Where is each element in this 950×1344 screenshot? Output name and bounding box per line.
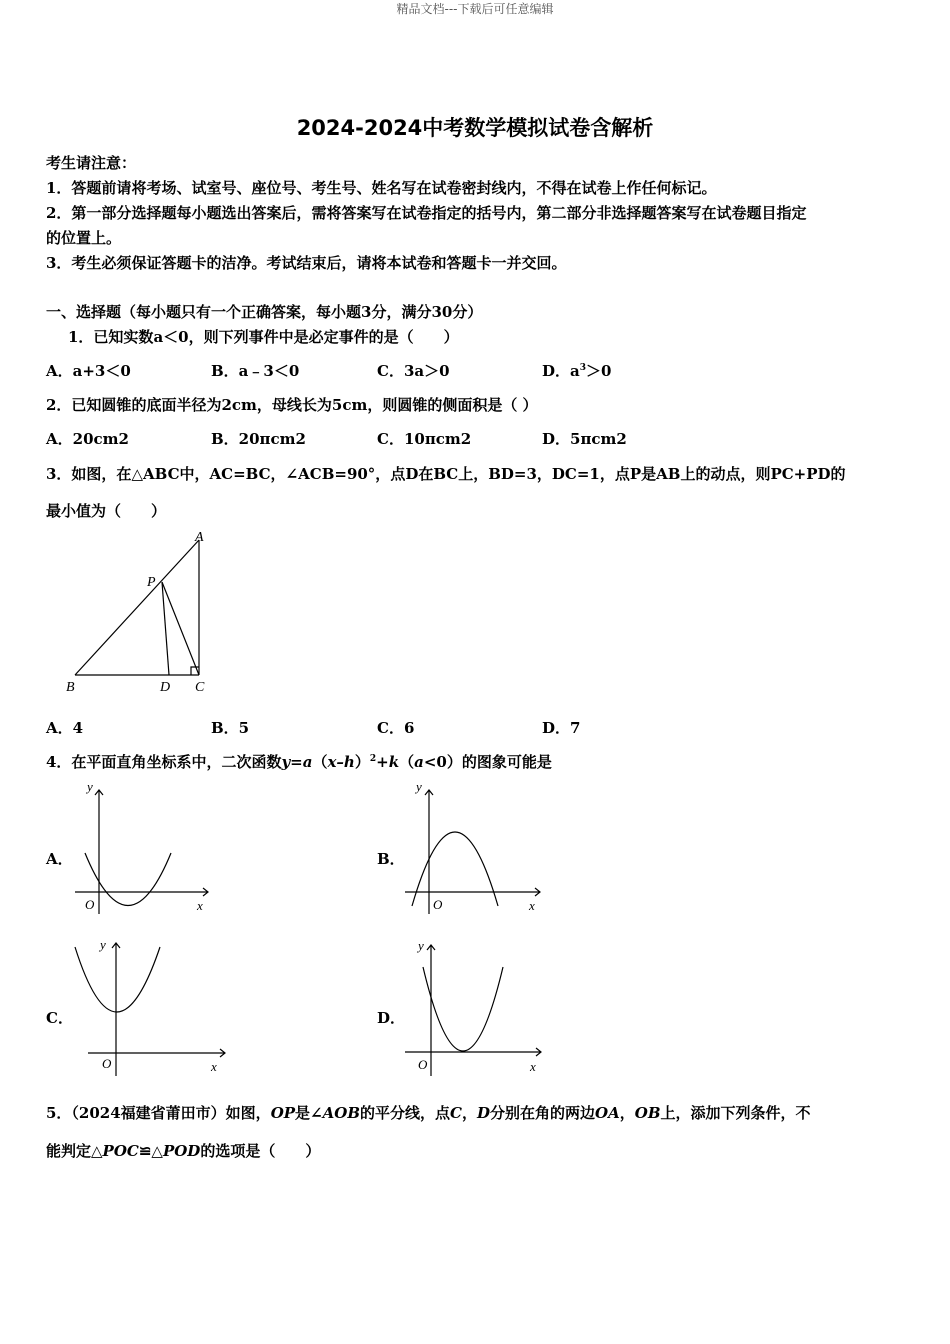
x-axis-label: x (529, 898, 535, 913)
parabola (412, 832, 498, 906)
x-axis-label: x (211, 1059, 217, 1074)
q4-graph-c (70, 935, 230, 1080)
q5-stem (46, 1102, 811, 1123)
origin-label: O (433, 897, 443, 912)
q1-option-c: C．3a＞0 (377, 362, 450, 380)
q5-pod: POD (162, 1142, 201, 1160)
q1-option-d-base: D．a (542, 362, 580, 380)
q5-d: D (477, 1104, 491, 1122)
q4-stem-y: y=a (281, 753, 313, 771)
q3-option-b: B．5 (211, 719, 250, 737)
y-axis-label: y (418, 938, 424, 953)
x-axis-label: x (530, 1059, 536, 1074)
label-a: A (195, 530, 204, 545)
q5-text-6: 能判定△ (46, 1142, 103, 1160)
q5-oa: OA (595, 1104, 620, 1122)
y-axis-label: y (100, 937, 106, 952)
page-title: 2024-2024中考数学模拟试卷含解析 (296, 116, 654, 140)
q5-ob: OB (634, 1104, 661, 1122)
q4-stem-a: a (414, 753, 424, 771)
q1-option-a: A．a+3＜0 (46, 362, 131, 380)
q5-text-7: 的选项是（ ） (200, 1142, 321, 1160)
section-heading: 一、选择题（每小题只有一个正确答案，每小题3分，满分30分） (46, 303, 483, 321)
y-axis-label: y (416, 779, 422, 794)
q3-stem: 3．如图，在△ABC中，AC=BC，∠ACB=90°，点D在BC上，BD=3，DC=1，点P是AB上的动点，则PC+PD的 (46, 465, 846, 483)
q4-stem-paren2: （ (399, 753, 415, 771)
q3-option-a: A．4 (46, 719, 84, 737)
q5-text: 5．（2024福建省莆田市）如图， (46, 1104, 271, 1122)
q3-stem-cont: 最小值为（ ） (46, 502, 167, 520)
y-axis-label: y (87, 779, 93, 794)
parabola (75, 947, 160, 1012)
q5-cong: ≌△ (138, 1142, 163, 1160)
q4-stem (46, 751, 552, 772)
q4-graph-d (400, 935, 550, 1080)
notice-heading: 考生请注意： (46, 154, 137, 172)
q3-triangle-figure (60, 525, 220, 695)
label-b: B (66, 680, 75, 695)
q5-text-3: 的平分线，点 (360, 1104, 451, 1122)
q4-stem-paren: （ (312, 753, 328, 771)
origin-label: O (85, 897, 95, 912)
q4-stem-paren-close: ） (354, 753, 370, 771)
parabola (85, 853, 171, 906)
q4-graph-a (70, 778, 215, 918)
q1-option-b: B．a﹣3＜0 (211, 362, 300, 380)
q4-stem-text: 4．在平面直角坐标系中，二次函数 (46, 753, 282, 771)
q5-c: C (450, 1104, 462, 1122)
q3-option-d: D．7 (542, 719, 581, 737)
segment-ab (75, 540, 199, 675)
label-c: C (195, 680, 205, 695)
label-p: P (147, 575, 156, 590)
notice-item-3: 3．考生必须保证答题卡的洁净。考试结束后，请将本试卷和答题卡一并交回。 (46, 254, 567, 272)
q5-op: OP (270, 1104, 296, 1122)
q5-stem-cont (46, 1140, 320, 1161)
q4-option-b-label: B． (377, 850, 405, 868)
q1-option-d-exp: 3 (579, 363, 586, 373)
q4-option-c-label: C． (46, 1009, 73, 1027)
q5-text-4: 分别在角的两边 (490, 1104, 596, 1122)
q1-stem: 1．已知实数a＜0，则下列事件中是必定事件的是（ ） (68, 328, 459, 346)
q4-stem-xh: x–h (327, 753, 355, 771)
q2-option-a: A．20cm2 (46, 430, 129, 448)
q2-option-c: C．10πcm2 (377, 430, 472, 448)
notice-item-2-cont: 的位置上。 (46, 229, 122, 247)
parabola (423, 967, 503, 1051)
q2-option-b: B．20πcm2 (211, 430, 306, 448)
q4-stem-k: +k (376, 753, 400, 771)
header-note: 精品文档---下载后可任意编辑 (396, 2, 554, 16)
q2-option-d: D．5πcm2 (542, 430, 627, 448)
origin-label: O (102, 1056, 112, 1071)
q1-option-d-rest: ＞0 (586, 362, 612, 380)
q5-text-5: 上，添加下列条件，不 (660, 1104, 811, 1122)
q3-option-c: C．6 (377, 719, 415, 737)
q4-option-a-label: A． (46, 850, 73, 868)
q4-stem-end: <0）的图象可能是 (423, 753, 552, 771)
q5-poc: POC (102, 1142, 139, 1160)
notice-item-1: 1．答题前请将考场、试室号、座位号、考生号、姓名写在试卷密封线内，不得在试卷上作任何标记。 (46, 179, 717, 197)
q5-text-2: 是∠ (295, 1104, 323, 1122)
q1-option-d (542, 360, 611, 381)
q4-stem-exp: 2 (369, 754, 377, 764)
q4-option-d-label: D． (377, 1009, 406, 1027)
q4-graph-b (400, 778, 545, 918)
label-d: D (160, 680, 171, 695)
notice-item-2: 2．第一部分选择题每小题选出答案后，需将答案写在试卷指定的括号内，第二部分非选择题答案写在试卷题目指定 (46, 204, 807, 222)
q5-comma-2: ， (619, 1104, 635, 1122)
x-axis-label: x (197, 898, 203, 913)
origin-label: O (418, 1057, 428, 1072)
q5-aob: AOB (322, 1104, 361, 1122)
q2-stem: 2．已知圆锥的底面半径为2cm，母线长为5cm，则圆锥的侧面积是（ ） (46, 396, 538, 414)
q5-comma: ， (461, 1104, 477, 1122)
